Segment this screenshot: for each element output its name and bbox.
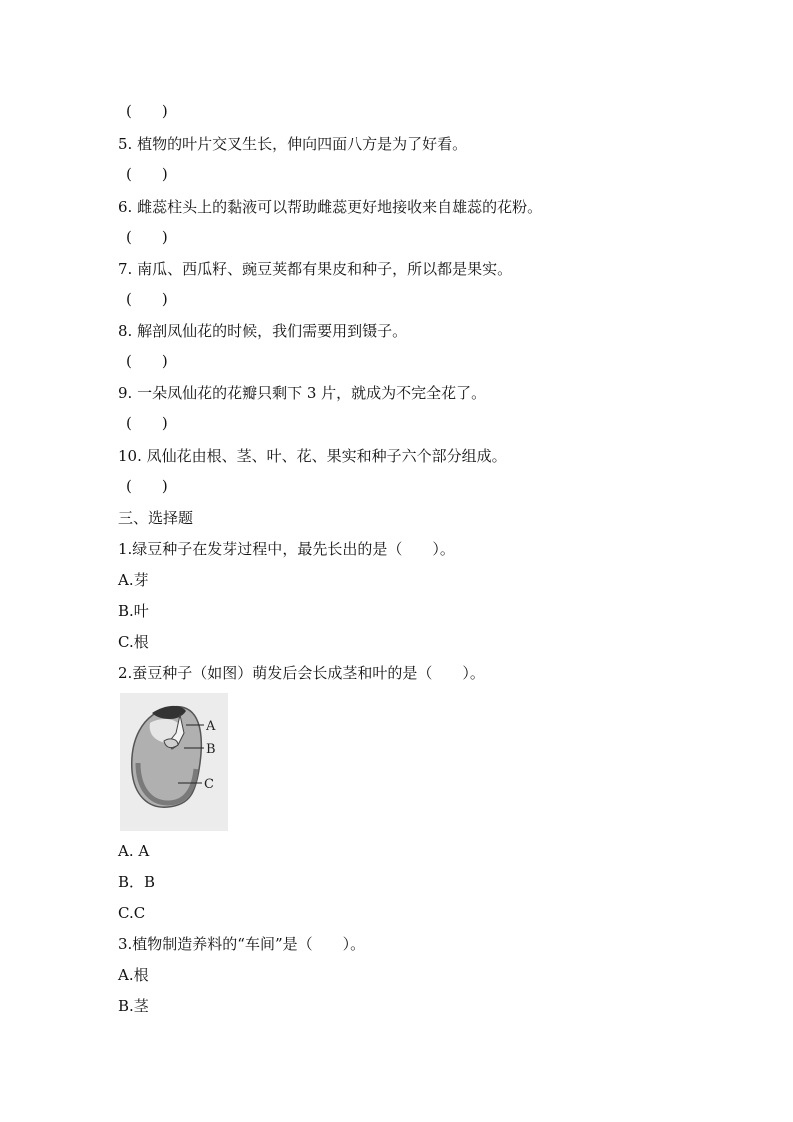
question-2-option-b[interactable]: B．B [118, 873, 156, 891]
answer-blank-9[interactable]: ( ) [126, 414, 168, 432]
judgement-item-9: 9. 一朵凤仙花的花瓣只剩下 3 片，就成为不完全花了。 [118, 384, 487, 402]
question-1-option-c[interactable]: C.根 [118, 633, 149, 651]
section-title: 三、选择题 [118, 509, 194, 527]
answer-blank-6[interactable]: ( ) [126, 228, 168, 246]
question-1-stem: 1.绿豆种子在发芽过程中，最先长出的是（ ）。 [118, 540, 455, 558]
judgement-item-8: 8. 解剖凤仙花的时候，我们需要用到镊子。 [118, 322, 408, 340]
question-2-option-c[interactable]: C.C [118, 904, 146, 922]
answer-blank-4[interactable]: ( ) [126, 102, 168, 120]
broad-bean-seed-figure [120, 693, 228, 831]
judgement-item-7: 7. 南瓜、西瓜籽、豌豆荚都有果皮和种子，所以都是果实。 [118, 260, 513, 278]
figure-label-b: B [206, 742, 216, 757]
question-2-option-a[interactable]: A. A [118, 842, 150, 860]
question-1-option-b[interactable]: B.叶 [118, 602, 149, 620]
figure-label-c: C [204, 777, 214, 792]
answer-blank-5[interactable]: ( ) [126, 165, 168, 183]
figure-label-a: A [206, 719, 216, 734]
judgement-item-6: 6. 雌蕊柱头上的黏液可以帮助雌蕊更好地接收来自雄蕊的花粉。 [118, 198, 543, 216]
answer-blank-7[interactable]: ( ) [126, 290, 168, 308]
question-3-option-b[interactable]: B.茎 [118, 997, 149, 1015]
question-1-option-a[interactable]: A.芽 [118, 571, 149, 589]
question-2-stem: 2.蚕豆种子（如图）萌发后会长成茎和叶的是（ ）。 [118, 664, 485, 682]
answer-blank-10[interactable]: ( ) [126, 477, 168, 495]
question-3-stem: 3.植物制造养料的“车间”是（ ）。 [118, 935, 366, 953]
question-3-option-a[interactable]: A.根 [118, 966, 149, 984]
judgement-item-5: 5. 植物的叶片交叉生长，伸向四面八方是为了好看。 [118, 135, 468, 153]
answer-blank-8[interactable]: ( ) [126, 352, 168, 370]
judgement-item-10: 10. 凤仙花由根、茎、叶、花、果实和种子六个部分组成。 [118, 447, 507, 465]
